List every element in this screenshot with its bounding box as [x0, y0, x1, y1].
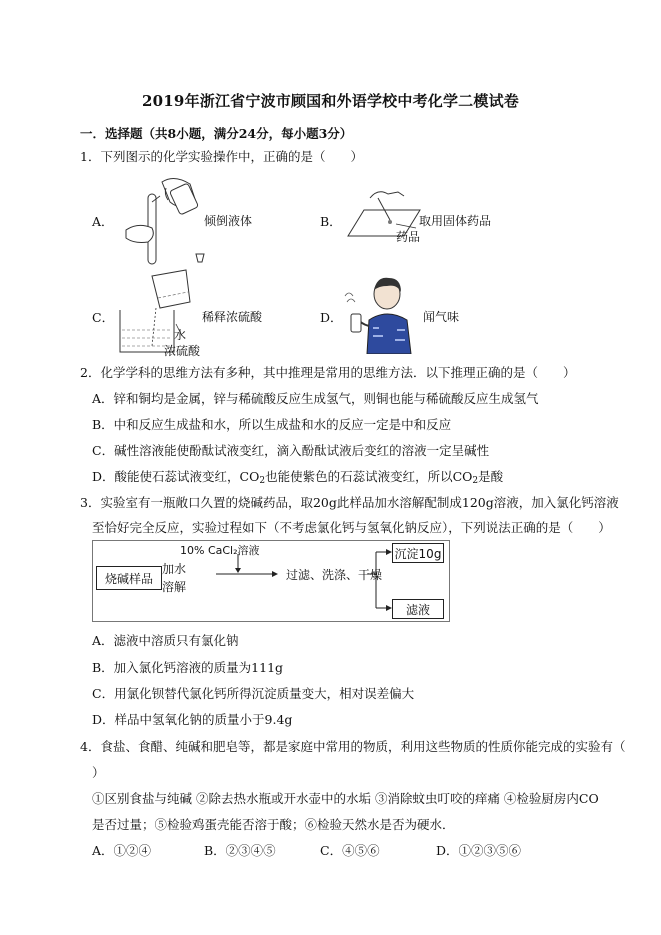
- q1-option-d-letter: D．: [320, 310, 343, 325]
- q3-option-d: D．样品中氢氧化钠的质量小于9.4g: [92, 712, 293, 727]
- q1-option-b-letter: B．: [320, 214, 342, 229]
- q1-option-d-label: 闻气味: [423, 310, 460, 324]
- q4-stem-line1: 4．食盐、食醋、纯碱和肥皂等，都是家庭中常用的物质，利用这些物质的性质你能完成的实验有（: [80, 739, 626, 754]
- flow-dissolve-line1: 加水: [162, 562, 187, 576]
- q2-stem: 2．化学学科的思维方法有多种，其中推理是常用的思维方法．以下推理正确的是（ ）: [80, 365, 576, 380]
- flow-precipitate-box: 沉淀10g: [392, 543, 444, 563]
- q1-option-b-label: 取用固体药品: [419, 214, 492, 228]
- flow-dissolve-line2: 溶解: [162, 580, 187, 594]
- q4-items-line2: 是否过量；⑤检验鸡蛋壳能否溶于酸；⑥检验天然水是否为硬水．: [92, 817, 455, 832]
- q4-option-d: D．①②③⑤⑥: [436, 843, 522, 858]
- flow-reagent: 10% CaCl₂溶液: [180, 544, 260, 557]
- q1-option-a-label: 倾倒液体: [204, 214, 253, 228]
- q1-stem: 1．下列图示的化学实验操作中，正确的是（ ）: [80, 149, 363, 164]
- smell-gas-illustration: [343, 268, 423, 354]
- q1-option-a-letter: A．: [92, 214, 114, 229]
- flow-sample-box: 烧碱样品: [96, 566, 162, 590]
- q1-option-b-sublabel: 药品: [396, 230, 421, 244]
- q3-option-c: C．用氯化钡替代氯化钙所得沉淀质量变大，相对误差偏大: [92, 686, 415, 701]
- q2-option-c: C．碱性溶液能使酚酞试液变红，滴入酚酞试液后变红的溶液一定呈碱性: [92, 443, 490, 458]
- q2-option-b: B．中和反应生成盐和水，所以生成盐和水的反应一定是中和反应: [92, 417, 452, 432]
- q4-option-b: B．②③④⑤: [204, 843, 276, 858]
- q4-stem-line2: ）: [92, 765, 105, 780]
- q1-option-c-acid-label: 浓硫酸: [164, 344, 201, 358]
- flow-process: 过滤、洗涤、干燥: [286, 568, 383, 582]
- pour-liquid-illustration: [112, 172, 208, 268]
- q4-option-a: A．①②④: [92, 843, 152, 858]
- q3-stem-line1: 3．实验室有一瓶敞口久置的烧碱药品，取20g此样品加水溶解配制成120g溶液，加入氯化钙溶液: [80, 495, 619, 510]
- q4-items-line1: ①区别食盐与纯碱 ②除去热水瓶或开水壶中的水垢 ③消除蚊虫叮咬的痒痛 ④检验厨房内CO: [92, 791, 599, 806]
- section-heading: 一．选择题（共8小题，满分24分，每小题3分）: [80, 126, 353, 141]
- flow-filtrate-box: 滤液: [392, 599, 444, 619]
- q1-option-c-label: 稀释浓硫酸: [202, 310, 263, 324]
- q1-option-c-water-label: 水: [174, 328, 187, 342]
- q4-option-c: C．④⑤⑥: [320, 843, 380, 858]
- page-title: 2019年浙江省宁波市顾国和外语学校中考化学二模试卷: [142, 92, 519, 110]
- q3-stem-line2: 至恰好完全反应，实验过程如下（不考虑氯化钙与氢氧化钠反应），下列说法正确的是（ ）: [92, 520, 611, 535]
- q3-option-a: A．滤液中溶质只有氯化钠: [92, 633, 239, 648]
- q1-option-c-letter: C．: [92, 310, 115, 325]
- q2-option-d: D．酸能使石蕊试液变红，$CO_2$也能使紫色的石蕊试液变红，所以$CO_2$是酸: [92, 469, 504, 486]
- q3-option-b: B．加入氯化钙溶液的质量为111g: [92, 660, 284, 675]
- q2-option-a: A．锌和铜均是金属，锌与稀硫酸反应生成氢气，则铜也能与稀硫酸反应生成氢气: [92, 391, 539, 406]
